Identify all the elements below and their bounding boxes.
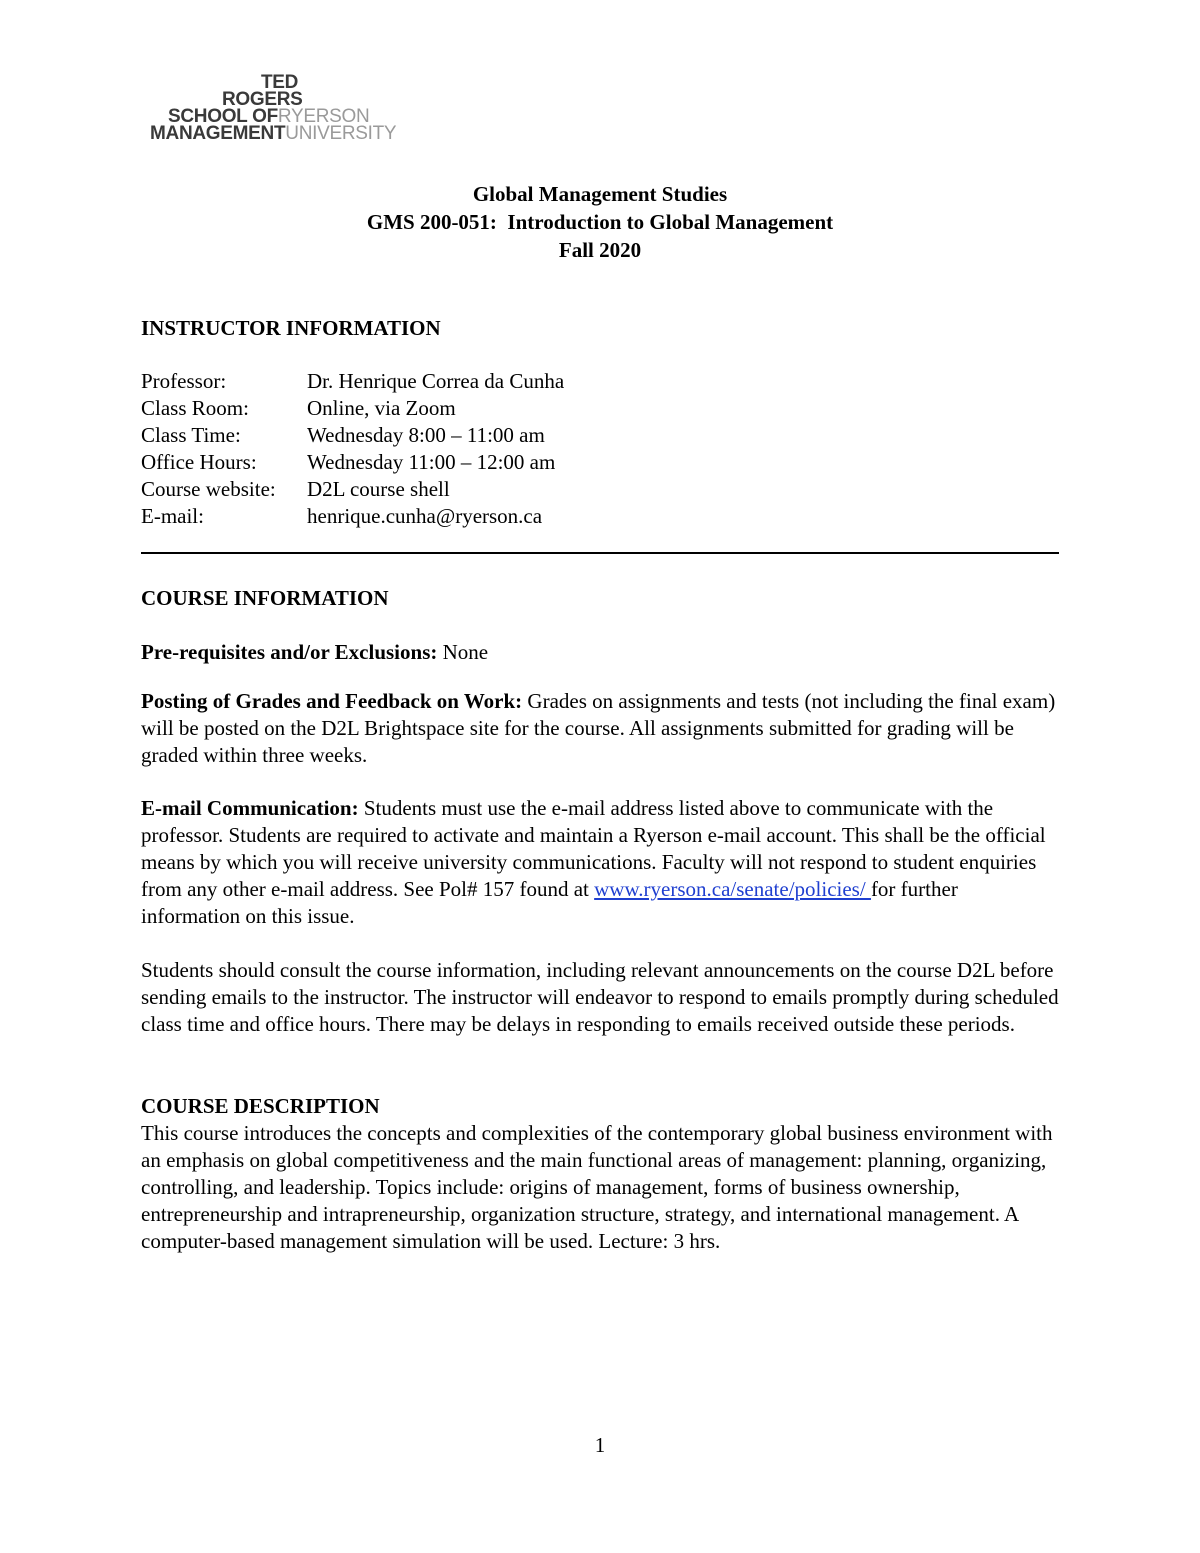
logo-university: UNIVERSITY xyxy=(285,123,397,144)
info-row-class-time xyxy=(141,422,564,449)
instructor-heading: INSTRUCTOR INFORMATION xyxy=(141,316,441,340)
course-title: GMS 200-051: Introduction to Global Management xyxy=(366,210,834,234)
info-label: Class Room: xyxy=(141,396,249,420)
email-paragraph xyxy=(141,795,1059,930)
email-tail: for further information on this issue. xyxy=(141,877,958,928)
instructor-info-table xyxy=(141,368,564,530)
page-number: 1 xyxy=(594,1433,606,1457)
school-logo xyxy=(150,74,396,142)
logo-school-of: SCHOOL OF xyxy=(168,106,278,127)
email-text: Students must use the e-mail address listed above to communicate with the professor. Students are required to activate and maintain a Ryerson e-mail account. This shall be the official means by which you will receive university communications. Faculty will not respond to student enquiries from any other e-mail address. See Pol# 157 found at xyxy=(141,796,1046,901)
info-row-classroom xyxy=(141,395,564,422)
info-row-email xyxy=(141,503,564,530)
logo-line-ted: TED xyxy=(261,72,299,93)
logo-line-management xyxy=(150,125,396,142)
logo-management: MANAGEMENT xyxy=(150,123,286,144)
logo-ryerson: RYERSON xyxy=(277,106,370,127)
grades-text: Grades on assignments and tests (not including the final exam) will be posted on the D2L Brightspace site for the course. All assignments submitted for grading will be graded within three weeks. xyxy=(141,689,1056,767)
consult-paragraph: Students should consult the course information, including relevant announcements on the course D2L before sending emails to the instructor. The instructor will endeavor to respond to emails promptly during scheduled class time and office hours. There may be delays in responding to emails received outside these periods. xyxy=(141,958,1059,1036)
info-value: henrique.cunha@ryerson.ca xyxy=(307,504,543,528)
prerequisites-value: None xyxy=(437,640,489,664)
info-row-course-website xyxy=(141,476,564,503)
document-header xyxy=(0,180,1200,264)
info-value: D2L course shell xyxy=(307,477,450,501)
info-value: Wednesday 8:00 – 11:00 am xyxy=(307,423,545,447)
email-label: E-mail Communication: xyxy=(141,796,359,820)
course-description-text: This course introduces the concepts and complexities of the contemporary global business environment with an emphasis on global competitiveness and the main functional areas of management: planning, organizing, controlling, and leadership. Topics include: origins of management, forms of business ownership, entrepreneurship and intrapreneurship, organization structure, strategy, and international management. A computer-based management simulation will be used. Lecture: 3 hrs. xyxy=(141,1121,1053,1253)
info-label: Class Time: xyxy=(141,423,241,447)
info-label: Course website: xyxy=(141,477,276,501)
info-row-office-hours xyxy=(141,449,564,476)
term-title: Fall 2020 xyxy=(558,238,642,262)
grades-label: Posting of Grades and Feedback on Work: xyxy=(141,689,523,713)
info-value: Online, via Zoom xyxy=(307,396,456,420)
prerequisites-paragraph xyxy=(141,639,1059,666)
info-label: Professor: xyxy=(141,369,227,393)
info-label: E-mail: xyxy=(141,504,204,528)
program-title: Global Management Studies xyxy=(472,182,728,206)
grades-paragraph xyxy=(141,688,1059,769)
info-label: Office Hours: xyxy=(141,450,257,474)
section-divider xyxy=(141,552,1059,554)
prerequisites-label: Pre-requisites and/or Exclusions: xyxy=(141,640,438,664)
course-description-heading: COURSE DESCRIPTION xyxy=(141,1094,380,1118)
info-value: Dr. Henrique Correa da Cunha xyxy=(307,369,565,393)
info-row-professor xyxy=(141,368,564,395)
info-value: Wednesday 11:00 – 12:00 am xyxy=(307,450,556,474)
senate-policies-link[interactable]: www.ryerson.ca/senate/policies/ xyxy=(594,877,871,901)
course-info-heading: COURSE INFORMATION xyxy=(141,586,389,610)
logo-line-rogers: ROGERS xyxy=(222,89,303,110)
